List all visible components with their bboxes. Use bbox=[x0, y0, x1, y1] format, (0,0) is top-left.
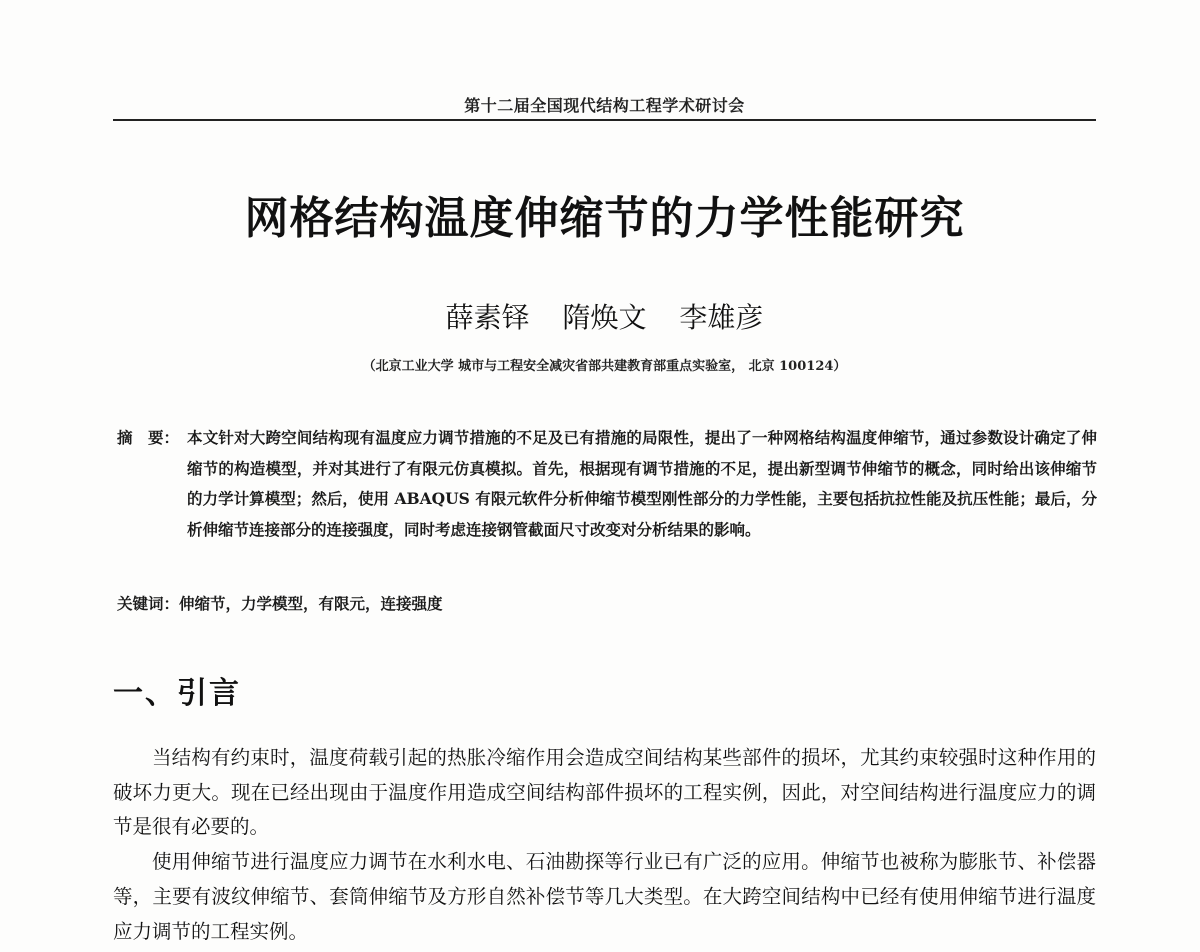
author-name: 李雄彦 bbox=[679, 301, 764, 334]
abstract bbox=[117, 423, 1097, 545]
paragraph: 当结构有约束时，温度荷载引起的热胀冷缩作用会造成空间结构某些部件的损坏，尤其约束较强时这种作用的破坏力更大。现在已经出现由于温度作用造成空间结构部件损坏的工程实例，因此，对空间结构进行温度应力的调节是很有必要的。 bbox=[113, 746, 1096, 839]
author-name: 薛素铎 bbox=[445, 301, 530, 334]
keywords bbox=[117, 592, 1097, 614]
paper-title: 网格结构温度伸缩节的力学性能研究 bbox=[244, 193, 965, 244]
keywords-text: 伸缩节，力学模型，有限元，连接强度 bbox=[179, 594, 443, 613]
author-name: 隋焕文 bbox=[562, 301, 647, 334]
affiliation: （北京工业大学 城市与工程安全减灾省部共建教育部重点实验室， 北京 100124） bbox=[362, 359, 847, 374]
abstract-text: 本文针对大跨空间结构现有温度应力调节措施的不足及已有措施的局限性，提出了一种网格结构温度伸缩节，通过参数设计确定了伸缩节的构造模型，并对其进行了有限元仿真模拟。首先，根据现有调节措施的不足，提出新型调节伸缩节的概念，同时给出该伸缩节的力学计算模型；然后，使用 ABAQUS 有限元软件分析伸缩节模型刚性部分的力学性能，主要包括抗拉性能及抗压性能；最后，分析伸缩节连接部分的连接强度，同时考虑连接钢管截面尺寸改变对分析结果的影响。 bbox=[187, 428, 1097, 539]
running-header: 第十二届全国现代结构工程学术研讨会 bbox=[464, 96, 745, 115]
body-text bbox=[113, 741, 1096, 949]
keywords-label: 关键词： bbox=[117, 594, 180, 613]
abstract-label: 摘 要： bbox=[117, 428, 180, 447]
header-rule bbox=[113, 119, 1096, 121]
section-heading: 一、引言 bbox=[113, 676, 241, 711]
paragraph: 使用伸缩节进行温度应力调节在水利水电、石油勘探等行业已有广泛的应用。伸缩节也被称为膨胀节、补偿器等，主要有波纹伸缩节、套筒伸缩节及方形自然补偿节等几大类型。在大跨空间结构中已经有使用伸缩节进行温度应力调节的工程实例。 bbox=[113, 850, 1096, 943]
author-list bbox=[113, 296, 1096, 336]
